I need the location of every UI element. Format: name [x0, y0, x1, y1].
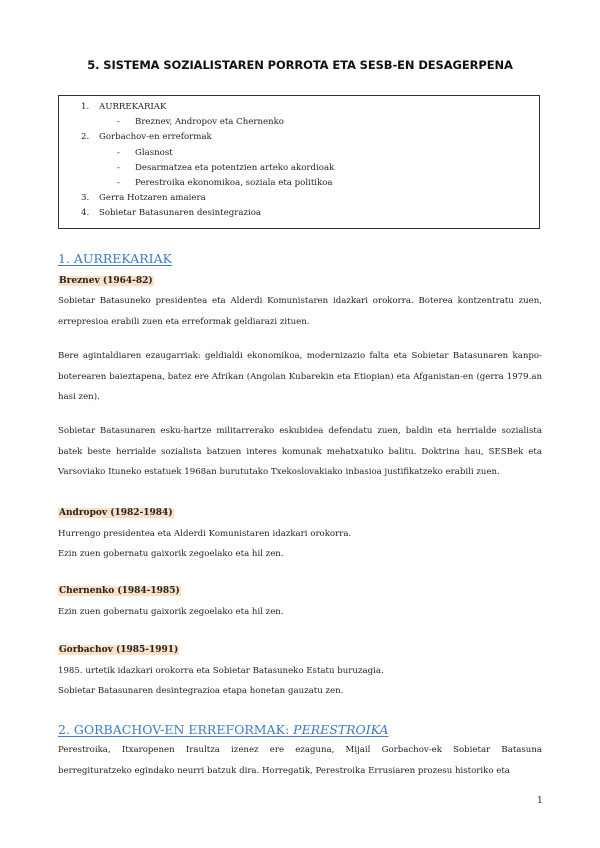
- subheading-andropov: Andropov (1982-1984): [59, 508, 173, 518]
- paragraph-breznev-3: Sobietar Batasunaren esku-hartze militarrerako eskubidea defendatu zuen, baldin eta herrialde sozialista batek beste herrialde sozialista batzuen interes komunak mehatxatuko balitu. Doktrina hau, SESBek eta Varsoviako Ituneko estatuek 1968an burututako Txekoslovakiako inbasioa justifikatzeko erabili zuen.: [58, 426, 542, 477]
- toc-dash: -: [117, 147, 120, 158]
- toc-label: Breznev, Andropov eta Chernenko: [135, 117, 284, 128]
- toc-label: Glasnost: [135, 147, 173, 158]
- text-line-gorbachov-1: 1985. urtetik idazkari orokorra eta Sobietar Batasuneko Estatu buruzagia.: [58, 666, 384, 676]
- toc-number: 3.: [81, 193, 90, 204]
- toc-dash: -: [117, 162, 120, 173]
- toc-number: 1.: [81, 102, 90, 112]
- toc-number: 4.: [81, 208, 90, 219]
- subheading-gorbachov: Gorbachov (1985-1991): [59, 645, 179, 655]
- subheading-chernenko: Chernenko (1984-1985): [59, 586, 180, 596]
- section-heading-gorbachov-erreformak: [58, 722, 389, 737]
- section-heading-italic: PERESTROIKA: [293, 722, 389, 737]
- toc-item: [59, 100, 539, 115]
- subheading-breznev: Breznev (1964-82): [59, 276, 153, 286]
- toc-subitem: [59, 161, 539, 176]
- toc-label: Desarmatzea eta potentzien arteko akordioak: [135, 162, 335, 173]
- section-heading-aurrekariak: 1. AURREKARIAK: [58, 251, 172, 266]
- toc-item: [59, 191, 539, 206]
- section-heading-prefix: 2. GORBACHOV-EN ERREFORMAK:: [58, 722, 294, 737]
- toc-label: Perestroika ekonomikoa, soziala eta politikoa: [135, 177, 333, 188]
- text-line-chernenko-1: Ezin zuen gobernatu gaixorik zegoelako eta hil zen.: [58, 607, 284, 617]
- toc-label: AURREKARIAK: [99, 102, 167, 112]
- table-of-contents: [58, 95, 540, 229]
- page-number: 1: [537, 796, 543, 806]
- text-line-andropov-1: Hurrengo presidentea eta Alderdi Komunistaren idazkari orokorra.: [58, 529, 352, 539]
- text-line-gorbachov-2: Sobietar Batasunaren desintegrazioa etapa honetan gauzatu zen.: [58, 686, 344, 696]
- toc-subitem: [59, 146, 539, 161]
- toc-label: Gorbachov-en erreformak: [99, 132, 212, 143]
- toc-subitem: [59, 115, 539, 130]
- page-title: 5. SISTEMA SOZIALISTAREN PORROTA ETA SESB-EN DESAGERPENA: [87, 58, 513, 72]
- paragraph-breznev-1: Sobietar Batasuneko presidentea eta Alderdi Komunistaren idazkari orokorra. Boterea kontzentratu zuen, errepresioa erabili zuen eta erreformak geldiarazi zituen.: [58, 296, 542, 327]
- toc-item: [59, 130, 539, 145]
- toc-subitem: [59, 176, 539, 191]
- toc-label: Gerra Hotzaren amaiera: [99, 193, 206, 204]
- paragraph-perestroika-1: Perestroika, Itxaropenen Iraultza izenez ere ezaguna, Mijail Gorbachov-ek Sobietar Batasuna berregituratzeko egindako neurri batzuk dira. Horregatik, Perestroika Errusiaren prozesu historiko eta: [58, 745, 542, 776]
- toc-dash: -: [117, 177, 120, 188]
- toc-label: Sobietar Batasunaren desintegrazioa: [99, 208, 262, 219]
- toc-dash: -: [117, 117, 120, 128]
- paragraph-breznev-2: Bere agintaldiaren ezaugarriak: geldialdi ekonomikoa, modernizazio falta eta Sobietar Batasunaren kanpo-boterearen baieztapena, batez ere Afrikan (Angolan Kubarekin eta Etiopian) eta Afganistan-en (gerra 1979.an hasi zen).: [58, 351, 542, 402]
- toc-item: [59, 206, 539, 221]
- toc-number: 2.: [81, 132, 90, 143]
- text-line-andropov-2: Ezin zuen gobernatu gaixorik zegoelako eta hil zen.: [58, 549, 284, 559]
